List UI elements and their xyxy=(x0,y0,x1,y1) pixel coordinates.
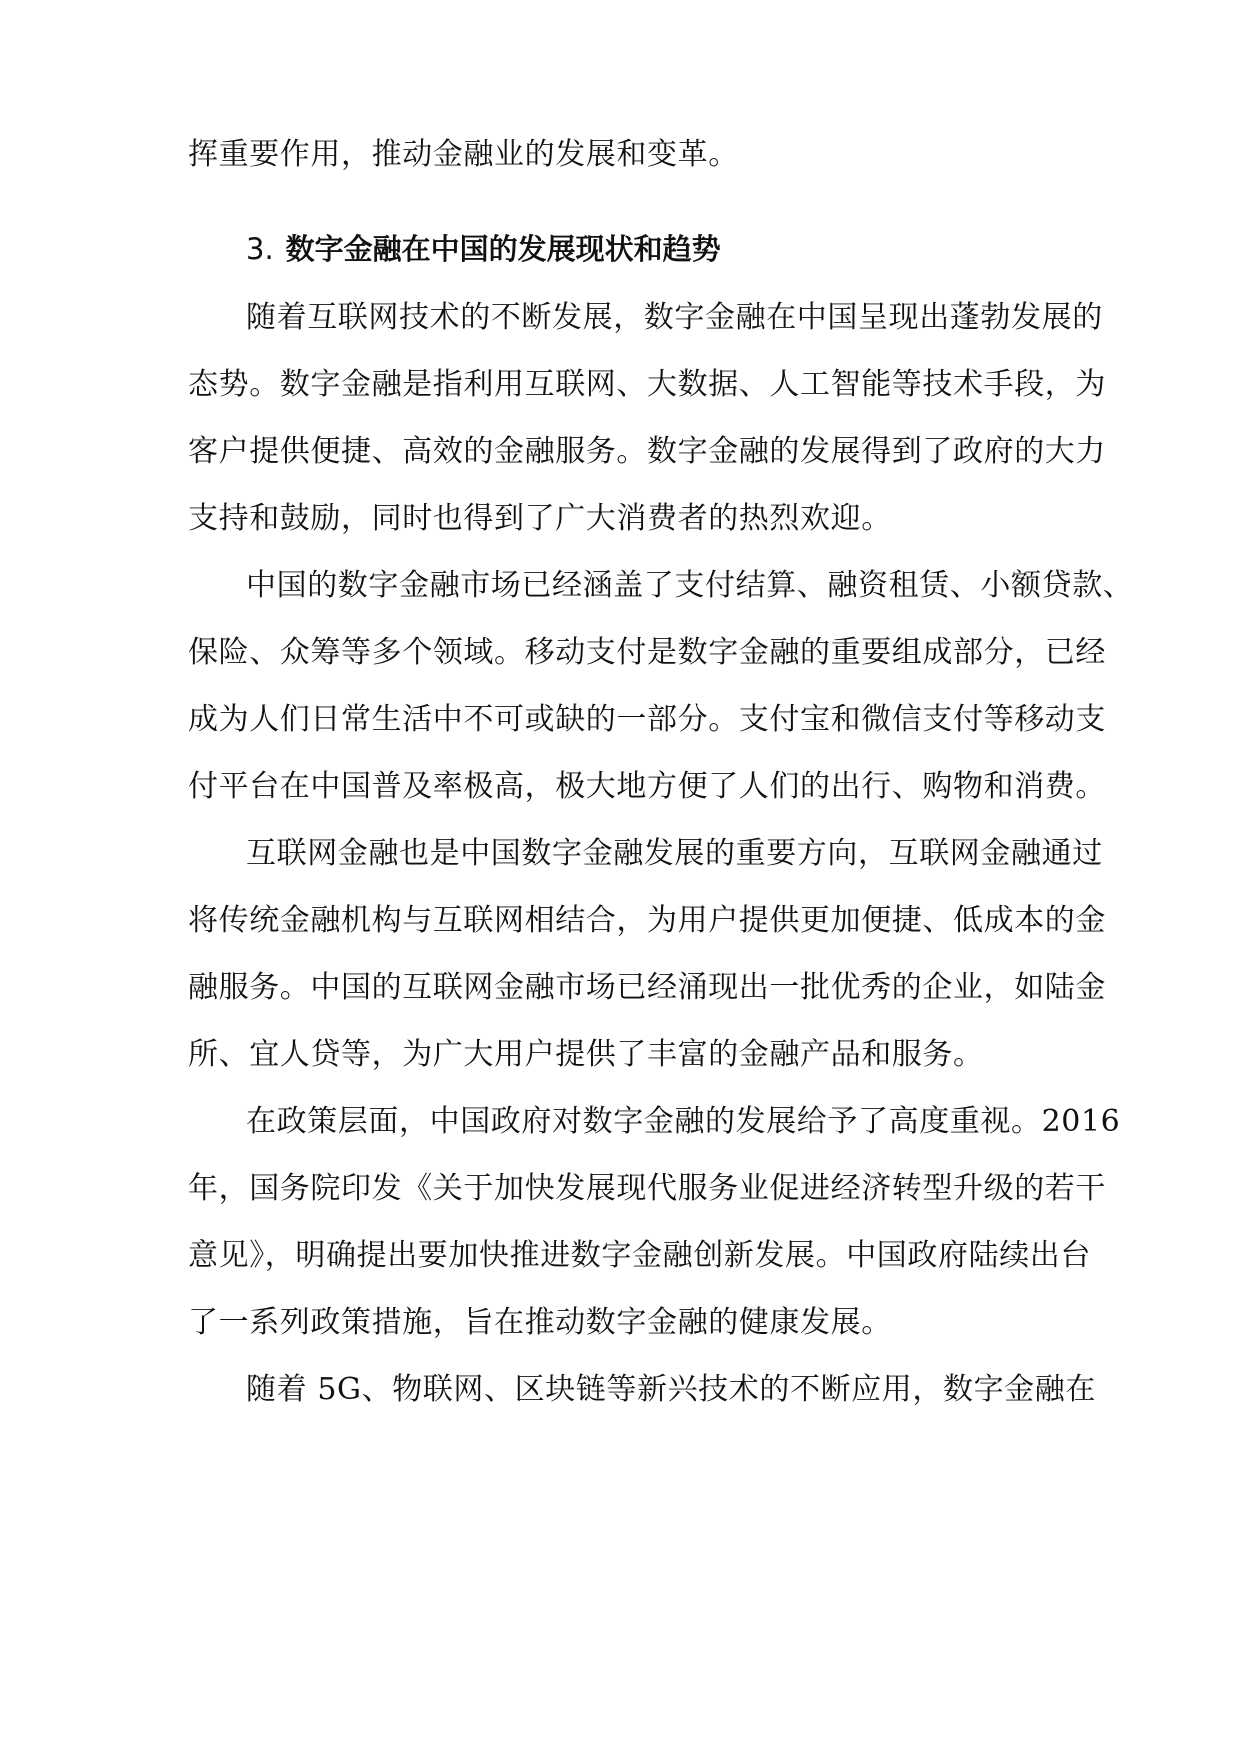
paragraph-line: 挥重要作用，推动金融业的发展和变革。 xyxy=(188,137,739,172)
section-heading xyxy=(246,229,721,269)
paragraph-line: 保险、众筹等多个领域。移动支付是数字金融的重要组成部分，已经 xyxy=(188,635,1106,670)
section-title: 数字金融在中国的发展现状和趋势 xyxy=(285,232,721,266)
paragraph-line: 互联网金融也是中国数字金融发展的重要方向，互联网金融通过 xyxy=(246,836,1103,871)
paragraph-line: 年，国务院印发《关于加快发展现代服务业促进经济转型升级的若干 xyxy=(188,1171,1106,1206)
paragraph-line: 付平台在中国普及率极高，极大地方便了人们的出行、购物和消费。 xyxy=(188,769,1106,804)
section-number: 3. xyxy=(246,232,274,266)
paragraph-line: 意见》，明确提出要加快推进数字金融创新发展。中国政府陆续出台 xyxy=(188,1238,1091,1273)
paragraph-line: 了一系列政策措施，旨在推动数字金融的健康发展。 xyxy=(188,1305,892,1340)
paragraph-line: 随着 5G、物联网、区块链等新兴技术的不断应用，数字金融在 xyxy=(246,1372,1096,1407)
paragraph-line: 态势。数字金融是指利用互联网、大数据、人工智能等技术手段，为 xyxy=(188,367,1106,402)
paragraph-line: 将传统金融机构与互联网相结合，为用户提供更加便捷、低成本的金 xyxy=(188,903,1106,938)
paragraph-line: 随着互联网技术的不断发展，数字金融在中国呈现出蓬勃发展的 xyxy=(246,300,1103,335)
paragraph-line: 在政策层面，中国政府对数字金融的发展给予了高度重视。2016 xyxy=(246,1104,1121,1139)
paragraph-line: 所、宜人贷等，为广大用户提供了丰富的金融产品和服务。 xyxy=(188,1037,984,1072)
paragraph-line: 成为人们日常生活中不可或缺的一部分。支付宝和微信支付等移动支 xyxy=(188,702,1106,737)
paragraph-line: 中国的数字金融市场已经涵盖了支付结算、融资租赁、小额贷款、 xyxy=(246,568,1134,603)
paragraph-line: 支持和鼓励，同时也得到了广大消费者的热烈欢迎。 xyxy=(188,501,892,536)
paragraph-line: 客户提供便捷、高效的金融服务。数字金融的发展得到了政府的大力 xyxy=(188,434,1106,469)
paragraph-line: 融服务。中国的互联网金融市场已经涌现出一批优秀的企业，如陆金 xyxy=(188,970,1106,1005)
